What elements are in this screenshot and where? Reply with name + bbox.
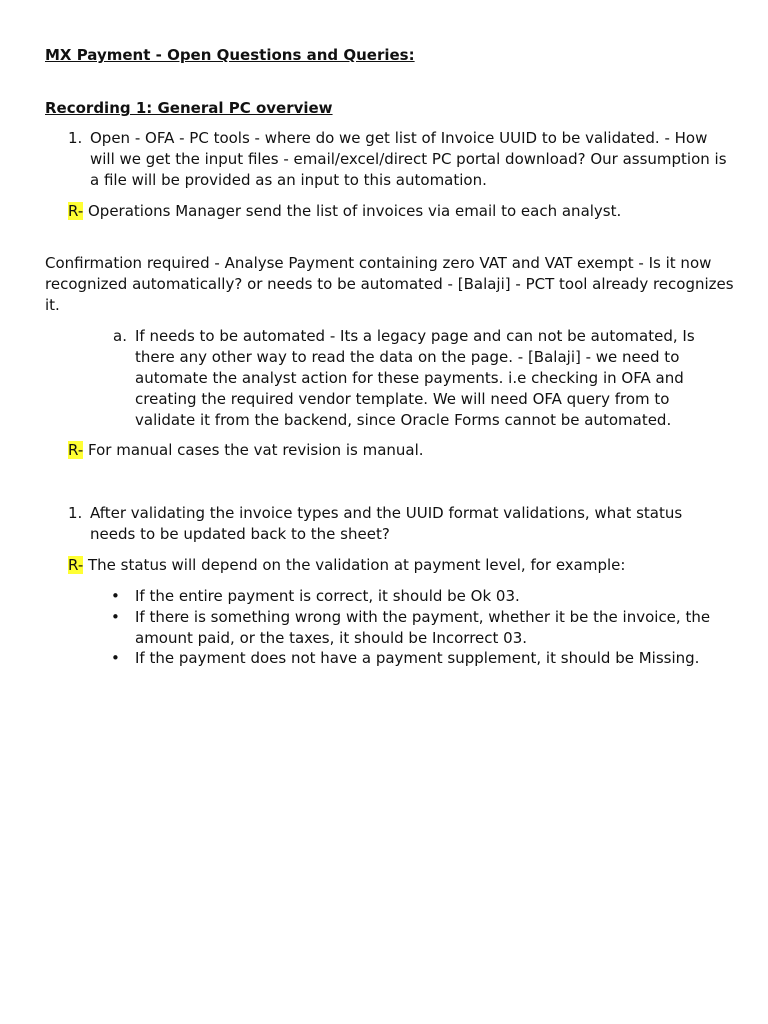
response-line — [68, 555, 728, 576]
bullet-text: If there is something wrong with the payment, whether it be the invoice, the amount paid, or the taxes, it should be Incorrect 03. — [135, 608, 711, 647]
response-text: The status will depend on the validation at payment level, for example: — [83, 556, 626, 574]
bullet-text: If the payment does not have a payment supplement, it should be Missing. — [135, 649, 700, 667]
section-heading: Recording 1: General PC overview — [45, 99, 333, 117]
list-number: 1. — [68, 129, 83, 147]
bullet-marker: • — [111, 587, 120, 605]
response-text: Operations Manager send the list of invoices via email to each analyst. — [83, 202, 622, 220]
lettered-list-item — [113, 326, 723, 431]
bullet-list-item — [111, 607, 731, 649]
bullet-marker: • — [111, 649, 120, 667]
bullet-list-item — [111, 586, 731, 607]
bullet-text: If the entire payment is correct, it should be Ok 03. — [135, 587, 520, 605]
list-item-text: If needs to be automated - Its a legacy page and can not be automated, Is there any other way to read the data on the page. - [Balaji] - we need to automate the analyst action for these payments. i.e checking in OFA and creating the required vendor template. We will need OFA query from to validate it from the backend, since Oracle Forms cannot be automated. — [135, 327, 695, 429]
response-prefix-highlight: R- — [68, 441, 84, 459]
response-prefix-highlight: R- — [68, 202, 84, 220]
numbered-list-item — [68, 128, 728, 191]
bullet-list-item — [111, 648, 731, 669]
response-line — [68, 440, 728, 461]
response-text: For manual cases the vat revision is manual. — [83, 441, 424, 459]
confirmation-paragraph: Confirmation required - Analyse Payment containing zero VAT and VAT exempt - Is it now recognized automatically? or needs to be automated - [Balaji] - PCT tool already recognizes it. — [45, 254, 734, 314]
list-number: 1. — [68, 504, 83, 522]
document-title: MX Payment - Open Questions and Queries: — [45, 46, 415, 64]
list-letter: a. — [113, 327, 127, 345]
response-prefix-highlight: R- — [68, 556, 84, 574]
bullet-marker: • — [111, 608, 120, 626]
list-item-text: Open - OFA - PC tools - where do we get list of Invoice UUID to be validated. - How will we get the input files - email/excel/direct PC portal download? Our assumption is a file will be provided as an input to this automation. — [90, 129, 727, 189]
response-line — [68, 201, 728, 222]
numbered-list-item — [68, 503, 728, 545]
list-item-text: After validating the invoice types and the UUID format validations, what status needs to be updated back to the sheet? — [90, 504, 683, 543]
